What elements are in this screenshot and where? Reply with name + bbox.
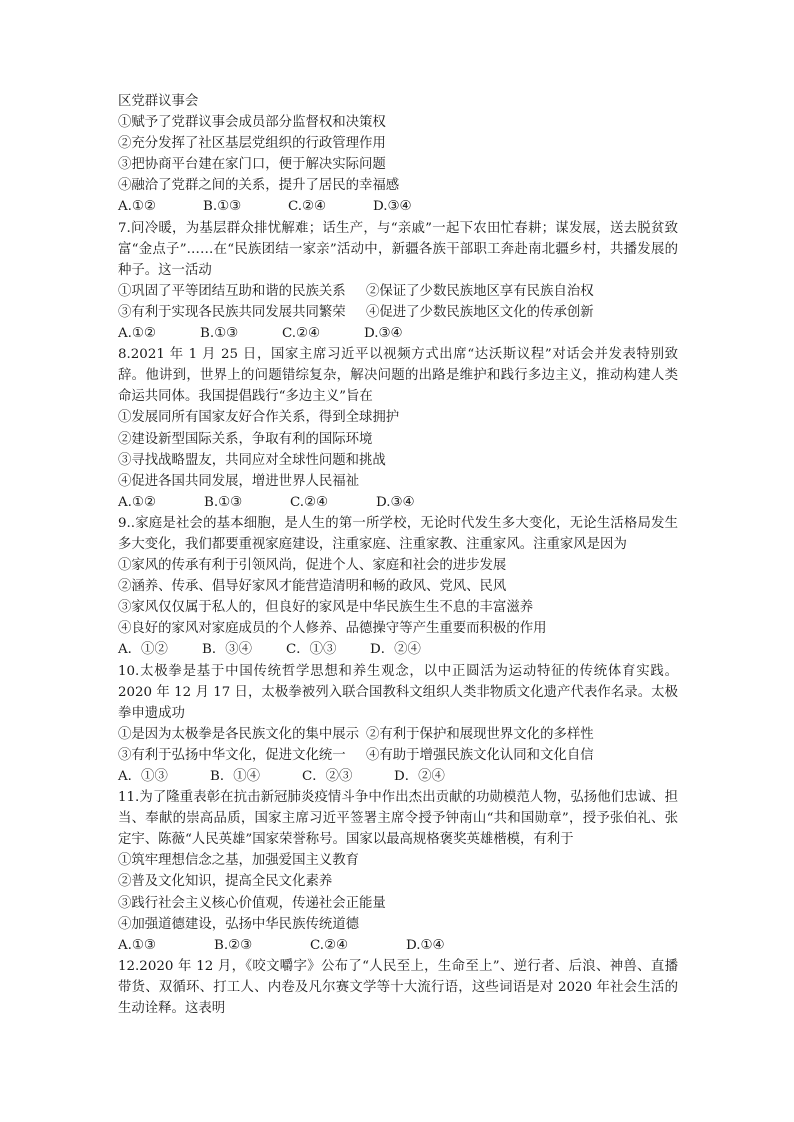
q10-item-3: ③有利于弘扬中华文化，促进文化统一 — [118, 747, 346, 763]
q6-choice-c[interactable]: C.②④ — [288, 199, 327, 215]
q7-item-4: ④促进了少数民族地区文化的传承创新 — [366, 304, 594, 320]
q7-item-3: ③有利于实现各民族共同发展共同繁荣 — [118, 304, 346, 320]
q7-choices — [118, 323, 678, 344]
q10-choice-c[interactable]: C．②③ — [302, 769, 353, 784]
q8-choice-c[interactable]: C.②④ — [290, 494, 329, 510]
q10-items-row-1 — [118, 724, 678, 745]
exam-page — [118, 91, 678, 1019]
q10-item-2: ②有利于保护和展现世界文化的多样性 — [366, 726, 594, 742]
q11-stem: 11.为了隆重表彰在抗击新冠肺炎疫情斗争中作出杰出贡献的功勋模范人物，弘扬他们忠诚、担当、奉献的崇高品质，国家主席习近平签署主席令授予钟南山“共和国勋章”，授予张伯礼、张定宇、陈薇“人民英雄”国家荣誉称号。国家以最高规格褒奖英雄楷模，有利于 — [118, 790, 678, 848]
q9-stem: 9..家庭是社会的基本细胞，是人生的第一所学校，无论时代发生多大变化，无论生活格局发生多大变化，我们都要重视家庭建设，注重家庭、注重家教、注重家风。注重家风是因为 — [118, 515, 678, 552]
q7-items-row-1 — [118, 281, 678, 302]
q8-choice-a[interactable]: A.①② — [118, 494, 156, 510]
q8-item-2: ②建设新型国际关系，争取有利的国际环境 — [118, 431, 373, 447]
q6-choice-a[interactable]: A.①② — [118, 199, 156, 215]
q7-item-2: ②保证了少数民族地区享有民族自治权 — [366, 283, 594, 299]
q8-item-1: ①发展同所有国家友好合作关系，得到全球拥护 — [118, 410, 400, 426]
q11-item-1: ①筑牢理想信念之基，加强爱国主义教育 — [118, 853, 360, 869]
q11-choice-d[interactable]: D.①④ — [406, 937, 445, 953]
q6-stem-tail: 区党群议事会 — [118, 94, 199, 109]
q9-choice-d[interactable]: D．②④ — [370, 642, 421, 658]
q7-choice-c[interactable]: C.②④ — [282, 326, 321, 342]
q9-item-3: ③家风仅仅属于私人的，但良好的家风是中华民族生生不息的丰富滋养 — [118, 600, 534, 616]
q6-item-1: ①赋予了党群议事会成员部分监督权和决策权 — [118, 115, 386, 131]
q11-choices — [118, 935, 678, 956]
q7-choice-d[interactable]: D.③④ — [364, 326, 403, 342]
q6-item-3: ③把协商平台建在家门口，便于解决实际问题 — [118, 157, 386, 173]
q6-item-4: ④融洽了党群之间的关系，提升了居民的幸福感 — [118, 178, 400, 194]
q9-item-4: ④良好的家风对家庭成员的个人修养、品德操守等产生重要而积极的作用 — [118, 621, 547, 637]
q6-choices — [118, 196, 678, 217]
q8-item-4: ④促进各国共同发展，增进世界人民福祉 — [118, 473, 360, 489]
q10-items-row-2 — [118, 745, 678, 766]
q12-stem: 12.2020 年 12 月，《咬文嚼字》公布了“人民至上，生命至上”、逆行者、后浪、神兽、直播带货、双循环、打工人、内卷及凡尔赛文学等十大流行语，这些词语是对 2020 年社会生活的生动诠释。这表明 — [118, 958, 678, 1017]
q11-choice-b[interactable]: B.②③ — [214, 937, 253, 953]
q6-item-2: ②充分发挥了社区基层党组织的行政管理作用 — [118, 136, 386, 152]
q9-choice-a[interactable]: A．①② — [118, 642, 168, 658]
q7-choice-b[interactable]: B.①③ — [200, 326, 239, 342]
q8-stem: 8.2021 年 1 月 25 日，国家主席习近平以视频方式出席“达沃斯议程”对话会并发表特别致辞。他讲到，世界上的问题错综复杂，解决问题的出路是维护和践行多边主义，推动构建人类命运共同体。我国提倡践行“多边主义”旨在 — [118, 347, 678, 405]
q7-items-row-2 — [118, 302, 678, 323]
q11-choice-c[interactable]: C.②④ — [310, 937, 349, 953]
q10-choice-b[interactable]: B．①④ — [210, 769, 261, 784]
q9-item-1: ①家风的传承有利于引领风尚，促进个人、家庭和社会的进步发展 — [118, 558, 507, 574]
q10-choices — [118, 766, 678, 787]
q8-choice-d[interactable]: D.③④ — [376, 494, 415, 510]
q9-choice-b[interactable]: B．③④ — [202, 642, 253, 658]
q11-choice-a[interactable]: A.①③ — [118, 937, 156, 953]
q6-choice-b[interactable]: B.①③ — [203, 199, 242, 215]
q8-choice-b[interactable]: B.①③ — [204, 494, 243, 510]
q7-item-1: ①巩固了平等团结互助和谐的民族关系 — [118, 283, 346, 299]
q10-choice-a[interactable]: A．①③ — [118, 769, 168, 784]
q8-item-3: ③寻找战略盟友，共同应对全球性问题和挑战 — [118, 452, 386, 468]
q10-choice-d[interactable]: D．②④ — [394, 769, 445, 784]
q10-item-1: ①是因为太极拳是各民族文化的集中展示 — [118, 726, 360, 742]
q10-stem: 10.太极拳是基于中国传统哲学思想和养生观念，以中正圆活为运动特征的传统体育实践。2020 年 12 月 17 日，太极拳被列入联合国教科文组织人类非物质文化遗产代表作名录。太极拳申遗成功 — [118, 663, 678, 721]
q9-item-2: ②涵养、传承、倡导好家风才能营造清明和畅的政风、党风、民风 — [118, 579, 507, 595]
q6-choice-d[interactable]: D.③④ — [373, 199, 412, 215]
q11-item-2: ②普及文化知识，提高全民文化素养 — [118, 874, 333, 890]
q7-stem: 7.问冷暖，为基层群众排忧解难；话生产，与“亲戚”一起下农田忙春耕；谋发展，送去脱贫致富“金点子”……在“民族团结一家亲”活动中，新疆各族干部职工奔赴南北疆乡村，共播发展的种子。这一活动 — [118, 220, 678, 278]
q11-item-3: ③践行社会主义核心价值观，传递社会正能量 — [118, 895, 386, 911]
q7-choice-a[interactable]: A.①② — [118, 326, 156, 342]
q8-choices — [118, 492, 678, 513]
q9-choice-c[interactable]: C．①③ — [286, 642, 337, 658]
q10-item-4: ④有助于增强民族文化认同和文化自信 — [366, 747, 594, 763]
q11-item-4: ④加强道德建设，弘扬中华民族传统道德 — [118, 916, 360, 932]
q9-choices — [118, 639, 678, 660]
